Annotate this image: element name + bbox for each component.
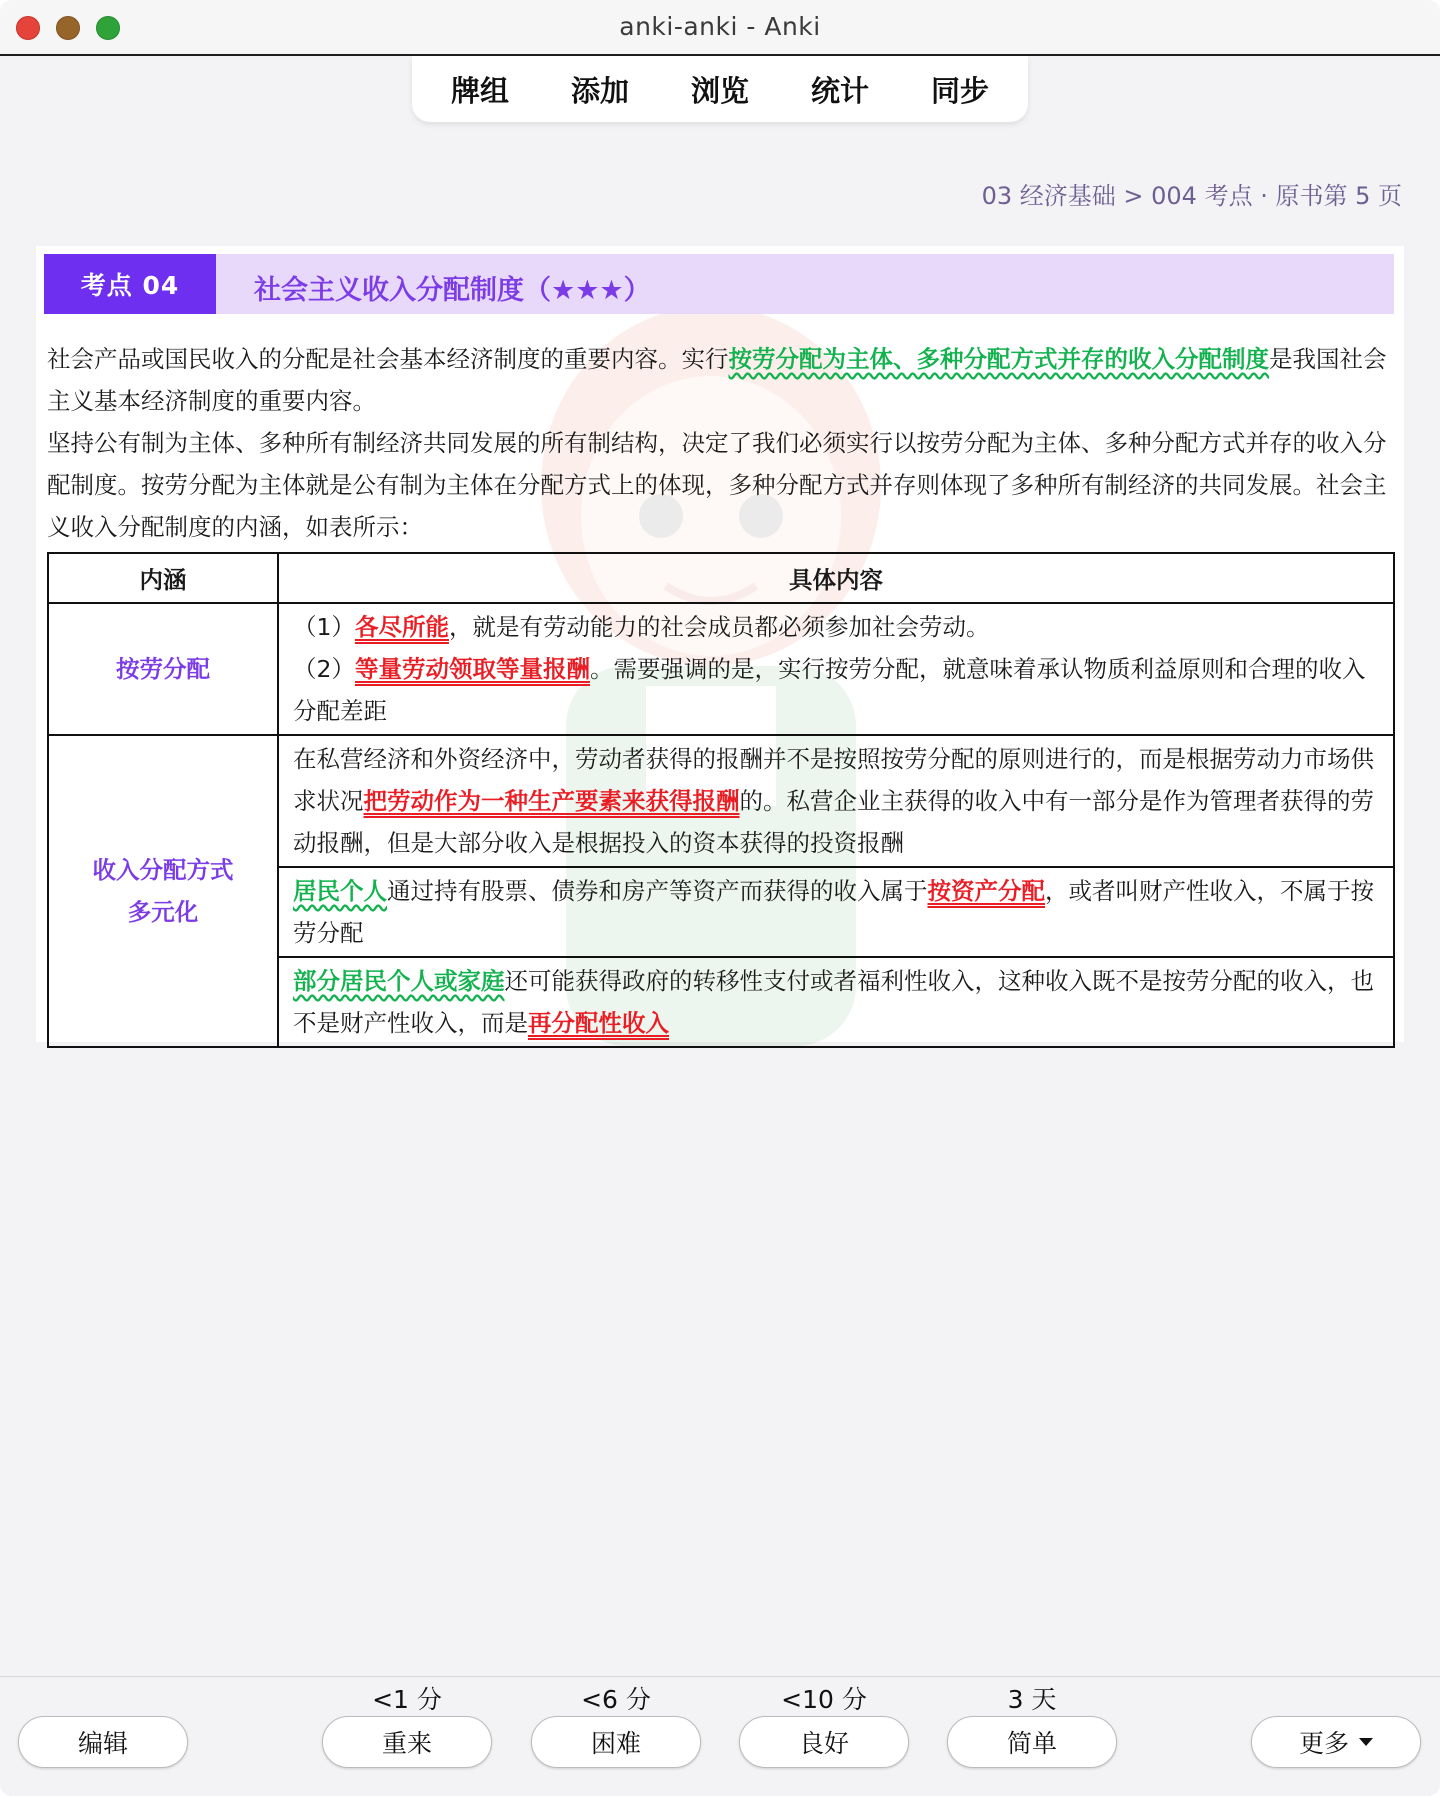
- cell-text: 还可能获得政府的转移性支付或者福利性收入，这种收入既不是按劳分配的收入，也不是财产性收入，而是: [293, 967, 1374, 1037]
- nav-browse[interactable]: 浏览: [690, 73, 749, 108]
- table-header-content: 具体内容: [278, 553, 1394, 603]
- cell-highlight-green: 居民个人: [293, 877, 387, 905]
- explanation-paragraph: 坚持公有制为主体、多种所有制经济共同发展的所有制结构，决定了我们必须实行以按劳分配为主体、多种分配方式并存的收入分配制度。按劳分配为主体就是公有制为主体在分配方式上的体现，多种分配方式并存则体现了多种所有制经济的共同发展。社会主义收入分配制度的内涵，如表所示：: [47, 429, 1387, 541]
- cell-highlight: 等量劳动领取等量报酬: [354, 655, 590, 683]
- easy-button[interactable]: 简单: [947, 1716, 1117, 1768]
- intro-paragraph: [47, 338, 1397, 422]
- cell-highlight: 按资产分配: [927, 877, 1045, 905]
- table-header-connotation: 内涵: [48, 553, 278, 603]
- cell-highlight: 把劳动作为一种生产要素来获得报酬: [363, 787, 740, 815]
- nav-decks[interactable]: 牌组: [450, 73, 509, 108]
- cell-line: [293, 606, 1379, 648]
- cell-text: 在私营经济和外资经济中，劳动者获得的报酬并不是按照按劳分配的原则进行的，而是根据劳动力市场供求状况: [293, 745, 1374, 815]
- review-bottom-bar: [0, 1676, 1440, 1796]
- table-cell: [278, 735, 1394, 867]
- table-cell: [278, 957, 1394, 1047]
- intro-text-start: 社会产品或国民收入的分配是社会基本经济制度的重要内容。实行: [47, 345, 729, 373]
- good-button[interactable]: 良好: [739, 1716, 909, 1768]
- cell-text: 的。私营企业主获得的收入中有一部分是作为管理者获得的劳动报酬，但是大部分收入是根据投入的资本获得的投资报酬: [293, 787, 1374, 857]
- nav-sync[interactable]: 同步: [930, 73, 989, 108]
- caret-down-icon: [1359, 1738, 1373, 1746]
- hard-button[interactable]: 困难: [531, 1716, 701, 1768]
- topic-title: 社会主义收入分配制度（★★★）: [254, 275, 651, 306]
- row-label-distribution-by-labor: 按劳分配: [48, 603, 278, 735]
- more-button[interactable]: [1251, 1716, 1421, 1768]
- cell-text: （1）: [293, 613, 355, 641]
- hard-interval: <6 分: [581, 1685, 651, 1714]
- cell-text: 。需要强调的是，实行按劳分配，就意味着承认物质利益原则和合理的收入分配差距: [293, 655, 1366, 725]
- row-label-line: 多元化: [127, 898, 199, 926]
- again-button[interactable]: 重来: [322, 1716, 492, 1768]
- card-body-text: [47, 338, 1397, 548]
- good-interval: <10 分: [781, 1685, 867, 1714]
- table-cell: [278, 603, 1394, 735]
- table-row: [48, 735, 1394, 867]
- nav-add[interactable]: 添加: [570, 73, 629, 108]
- again-interval: <1 分: [372, 1685, 442, 1714]
- intro-highlight: 按劳分配为主体、多种分配方式并存的收入分配制度: [728, 345, 1269, 373]
- edit-button[interactable]: 编辑: [18, 1716, 188, 1768]
- cell-line: [293, 648, 1379, 732]
- row-label-line: 收入分配方式: [92, 856, 234, 884]
- cell-text: ，或者叫财产性收入，不属于按劳分配: [293, 877, 1374, 947]
- table-row: [48, 603, 1394, 735]
- cell-highlight: 各尽所能: [354, 613, 449, 641]
- table-cell: [278, 867, 1394, 957]
- more-button-label: 更多: [1298, 1729, 1349, 1758]
- card-breadcrumb: 03 经济基础 > 004 考点 · 原书第 5 页: [981, 182, 1402, 210]
- top-navigation: [412, 56, 1028, 122]
- income-distribution-table: [47, 552, 1395, 1048]
- window-title: anki-anki - Anki: [619, 12, 821, 41]
- cell-text: （2）: [293, 655, 355, 683]
- title-bar: [0, 0, 1440, 56]
- cell-highlight-green: 部分居民个人或家庭: [293, 967, 505, 995]
- easy-interval: 3 天: [1007, 1685, 1057, 1714]
- table-header-row: [48, 553, 1394, 603]
- cell-highlight: 再分配性收入: [528, 1009, 669, 1037]
- review-card: [36, 246, 1404, 1042]
- cell-text: ，就是有劳动能力的社会成员都必须参加社会劳动。: [448, 613, 990, 641]
- topic-tag: 考点 04: [44, 254, 216, 314]
- nav-stats[interactable]: 统计: [810, 73, 869, 108]
- row-label-diversified-distribution: [48, 735, 278, 1047]
- topic-header: [44, 254, 1394, 314]
- intro-text-end: 是我国社会主义基本经济制度的重要内容。: [47, 345, 1387, 415]
- cell-text: 通过持有股票、债券和房产等资产而获得的收入属于: [387, 877, 928, 905]
